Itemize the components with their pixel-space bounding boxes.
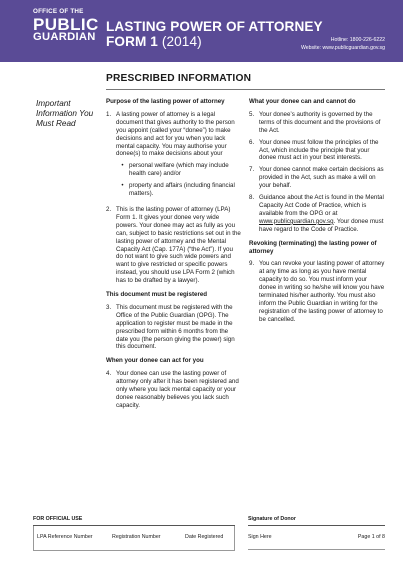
contact-info <box>301 36 385 52</box>
item-5-text: Your donee’s authority is governed by the terms of this document and the provisions of the Act. <box>259 110 381 134</box>
item-number: 9. <box>249 260 255 268</box>
form-number: FORM 1 <box>106 34 158 49</box>
title-line-2 <box>106 34 323 49</box>
item-8-text <box>259 194 385 234</box>
bullet-icon: • <box>121 162 124 170</box>
item-number: 4. <box>106 370 112 378</box>
signature-row <box>248 526 385 550</box>
section-heading-when-act: When your donee can act for you <box>106 357 204 365</box>
sign-here-field[interactable]: Sign Here <box>248 534 272 540</box>
page-title: PRESCRIBED INFORMATION <box>106 73 252 84</box>
lpa-reference-number-field[interactable]: LPA Reference Number <box>37 534 93 540</box>
donor-signature-box <box>248 516 385 550</box>
left-column <box>106 98 241 414</box>
list-item <box>106 304 241 351</box>
item-number: 6. <box>249 138 255 146</box>
list-item <box>249 111 385 135</box>
office-of-public-guardian-logo <box>33 8 99 44</box>
item-8-text-a: Guidance about the Act is found in the Mental Capacity Act Code of Practice, which is available from the OPG or at <box>259 194 384 217</box>
logo-line-2: PUBLIC <box>33 15 99 35</box>
official-use-fields <box>33 526 235 551</box>
title-line-1: LASTING POWER OF ATTORNEY <box>106 19 323 34</box>
logo-line-3: GUARDIAN <box>33 31 96 44</box>
form-year: (2014) <box>161 34 202 49</box>
item-number: 5. <box>249 110 255 118</box>
registration-number-field[interactable]: Registration Number <box>112 534 161 540</box>
official-use-box <box>33 516 235 551</box>
section-heading-revoking: Revoking (terminating) the lasting power of attorney <box>249 239 377 255</box>
list-item <box>249 139 385 163</box>
right-column <box>249 98 385 328</box>
logo-line-1: OFFICE OF THE <box>33 8 84 15</box>
list-item <box>106 111 241 202</box>
bullet-item <box>116 182 241 198</box>
item-number: 8. <box>249 194 255 202</box>
bullet-2-text: property and affairs (including financial matters). <box>129 182 235 198</box>
page-number: Page 1 of 8 <box>357 534 385 540</box>
bullet-1-text: personal welfare (which may include health care) and/or <box>129 162 229 178</box>
section-heading-registered: This document must be registered <box>106 291 208 299</box>
item-6-text: Your donee must follow the principles of the Act, which include the principle that your donee must act in your best interests. <box>259 138 379 162</box>
website-link[interactable]: www.publicguardian.gov.sg <box>259 217 334 225</box>
item-4-text: Your donee can use the lasting power of attorney only after it has been registered and only where you lack mental capacity or your donee reasonably believes you lack such capacity. <box>116 370 239 409</box>
item-8-text-b: . Your donee must have regard to the Code of Practice. <box>259 217 384 233</box>
item-9-text: You can revoke your lasting power of attorney at any time as long as you have mental capacity to do so. You must inform your donee in writing so he/she will know you have terminated his/her authority. You must also inform the Public Guardian in writing for the registration of the lasting power of attorney to be cancelled. <box>259 260 385 323</box>
date-registered-field[interactable]: Date Registered <box>185 534 224 540</box>
website[interactable]: Website: www.publicguardian.gov.sg <box>300 45 385 51</box>
header-banner <box>0 0 403 62</box>
signature-heading: Signature of Donor <box>248 516 385 526</box>
item-number: 1. <box>106 110 112 118</box>
item-number: 7. <box>249 166 255 174</box>
item-7-text: Your donee cannot make certain decisions as provided in the Act, such as make a will on your behalf. <box>259 166 384 190</box>
official-use-heading: FOR OFFICIAL USE <box>33 516 235 526</box>
list-item <box>249 194 385 234</box>
section-heading-can-cannot: What your donee can and cannot do <box>249 98 356 105</box>
item-number: 3. <box>106 303 112 311</box>
section-heading-purpose: Purpose of the lasting power of attorney <box>106 98 225 105</box>
bullet-item <box>116 162 241 178</box>
bullet-icon: • <box>121 182 124 190</box>
item-number: 2. <box>106 205 112 213</box>
hotline: Hotline: 1800-226-6222 <box>330 37 385 43</box>
item-2-text: This is the lasting power of attorney (LPA) Form 1. It gives your donee very wide powers. Your donee may act as fully as you can, subject to basic restrictions set out in the lasting power of attorney and the Mental Capacity Act (Cap. 177A) (“the Act”). If you do not want to give such wide powers and want to give restricted or specific powers instead, you should use LPA Form 2 (which has to be drafted by a lawyer). <box>116 205 241 285</box>
title-divider <box>106 89 385 90</box>
item-1-text: A lasting power of attorney is a legal document that gives authority to the person you appoint (called your “donee”) to make decisions and act for you when you lack mental capacity. You may authorise your donee(s) to make decisions about your <box>116 110 235 158</box>
document-title <box>106 19 323 49</box>
item-text <box>116 111 241 202</box>
list-item <box>106 206 241 285</box>
item-3-text: This document must be registered with the Office of the Public Guardian (OPG). The application to register must be made in the prescribed form within 6 months from the date you (the person giving the power) sign this document. <box>116 303 235 351</box>
list-item <box>249 260 385 323</box>
list-item <box>106 370 241 410</box>
sidebar-note: Important Information You Must Read <box>36 99 94 129</box>
list-item <box>249 166 385 190</box>
